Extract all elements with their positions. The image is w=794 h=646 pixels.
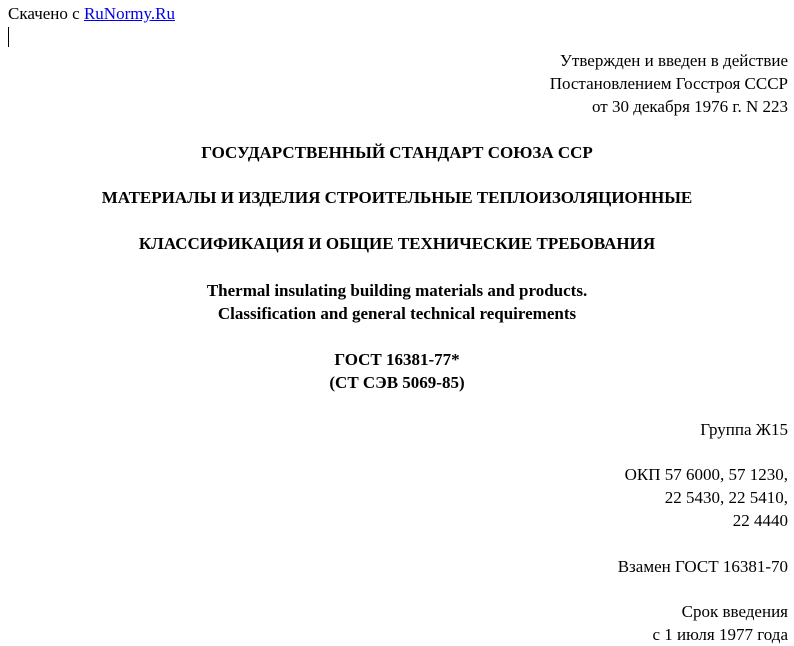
- sev-number: (СТ СЭВ 5069-85): [329, 373, 465, 392]
- okp-line: 22 4440: [732, 511, 788, 530]
- state-standard-heading: ГОСУДАРСТВЕННЫЙ СТАНДАРТ СОЮЗА ССР: [201, 143, 593, 162]
- replaces-label: Взамен ГОСТ 16381-70: [617, 557, 788, 576]
- source-prefix: Скачено с: [8, 4, 84, 23]
- classification-heading: КЛАССИФИКАЦИЯ И ОБЩИЕ ТЕХНИЧЕСКИЕ ТРЕБОВАНИЯ: [138, 234, 656, 253]
- okp-line: ОКП 57 6000, 57 1230,: [624, 465, 788, 484]
- english-title-line2: Classification and general technical requirements: [217, 304, 577, 323]
- gost-number: ГОСТ 16381-77*: [334, 350, 460, 369]
- effective-label: Срок введения: [681, 602, 788, 621]
- source-line: [8, 4, 175, 24]
- group-label: Группа Ж15: [700, 420, 788, 439]
- text-cursor: [8, 27, 9, 47]
- effective-date: с 1 июля 1977 года: [652, 625, 788, 644]
- english-title-line1: Thermal insulating building materials and products.: [206, 281, 588, 300]
- gost-designation: [0, 348, 794, 394]
- okp-block: [625, 463, 788, 532]
- materials-heading: МАТЕРИАЛЫ И ИЗДЕЛИЯ СТРОИТЕЛЬНЫЕ ТЕПЛОИЗОЛЯЦИОННЫЕ: [101, 188, 693, 207]
- approval-line: Постановлением Госстроя СССР: [549, 74, 788, 93]
- approval-block: [550, 49, 788, 118]
- source-link[interactable]: RuNormy.Ru: [83, 4, 175, 23]
- approval-line: Утвержден и введен в действие: [559, 51, 788, 70]
- english-title: [0, 279, 794, 325]
- effective-block: [653, 600, 788, 646]
- okp-line: 22 5430, 22 5410,: [664, 488, 788, 507]
- approval-line: от 30 декабря 1976 г. N 223: [592, 97, 788, 116]
